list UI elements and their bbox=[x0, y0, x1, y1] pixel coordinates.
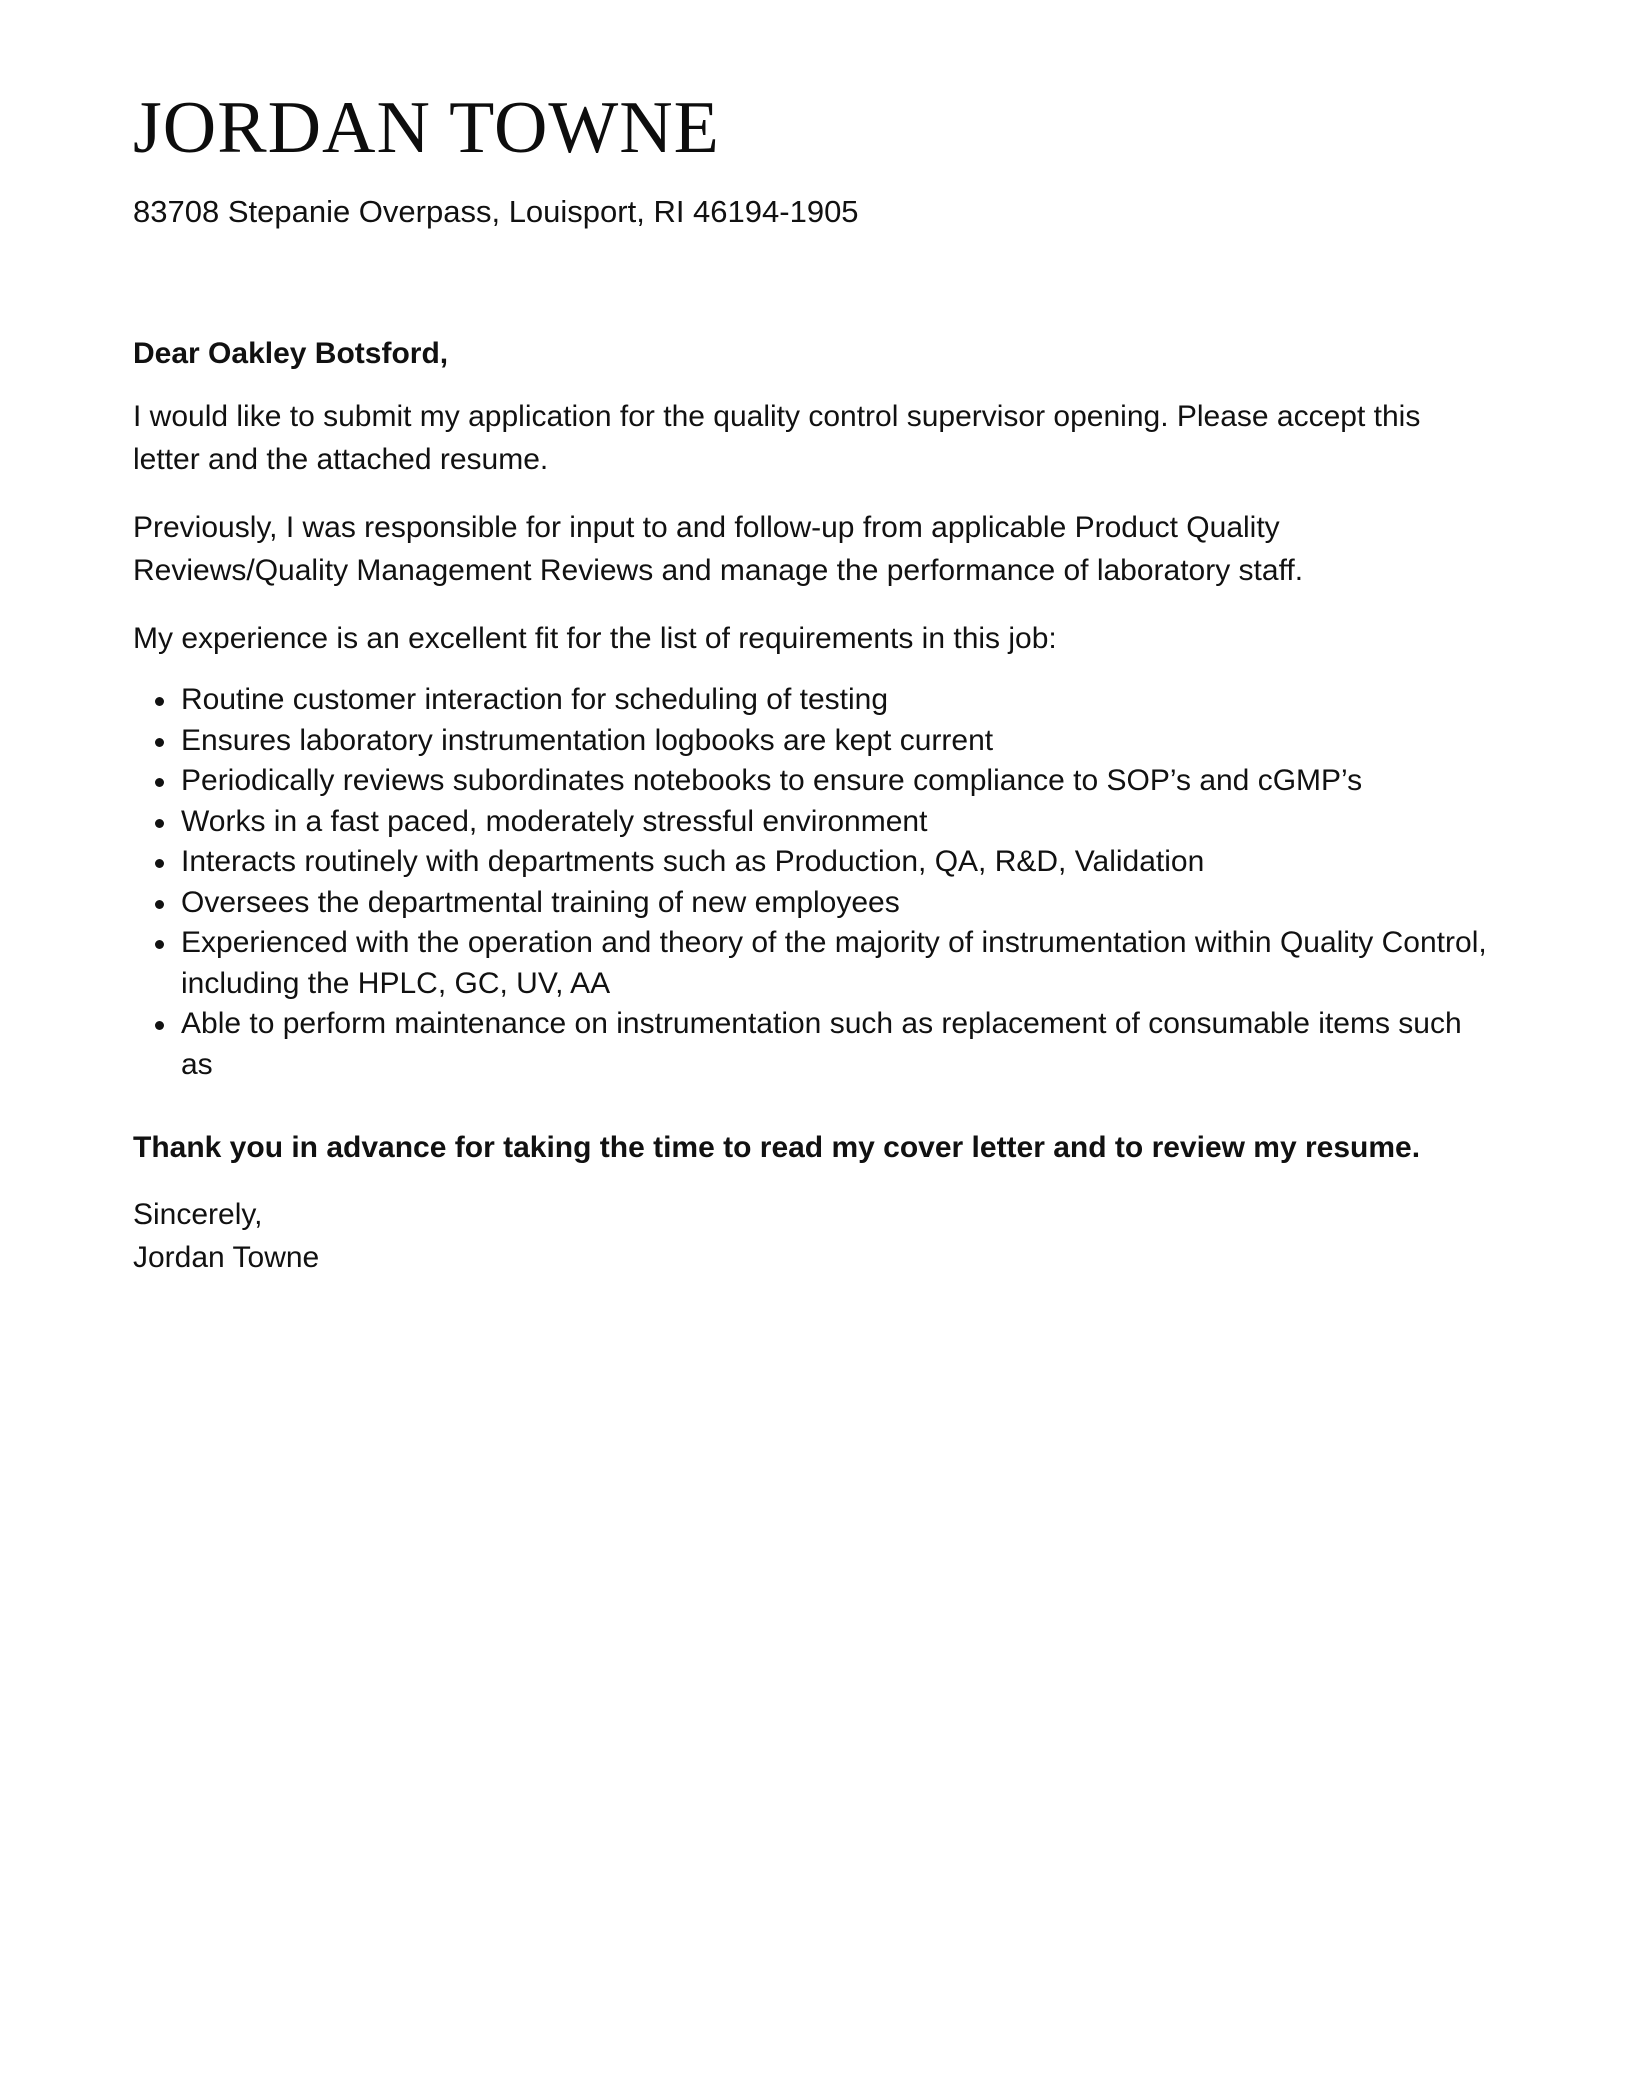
greeting: Dear Oakley Botsford, bbox=[133, 337, 449, 370]
paragraph-requirements-intro: My experience is an excellent fit for the list of requirements in this job: bbox=[133, 622, 1057, 655]
paragraph-intro: I would like to submit my application for the quality control supervisor opening. Please accept this letter and the attached resume. bbox=[133, 400, 1421, 476]
list-item: Routine customer interaction for scheduling of testing bbox=[181, 680, 1493, 721]
list-item: Periodically reviews subordinates notebooks to ensure compliance to SOP’s and cGMP’s bbox=[181, 761, 1493, 802]
signature-name: Jordan Towne bbox=[133, 1241, 320, 1274]
signoff: Sincerely, bbox=[133, 1198, 263, 1231]
list-item: Able to perform maintenance on instrumentation such as replacement of consumable items such as bbox=[181, 1004, 1493, 1085]
applicant-address: 83708 Stepanie Overpass, Louisport, RI 46194-1905 bbox=[133, 194, 859, 229]
list-item: Works in a fast paced, moderately stressful environment bbox=[181, 802, 1493, 843]
requirements-list bbox=[133, 680, 1493, 1085]
letter-body bbox=[133, 332, 1493, 1279]
list-item: Experienced with the operation and theory of the majority of instrumentation within Quality Control, including the HPLC, GC, UV, AA bbox=[181, 923, 1493, 1004]
closing-line: Thank you in advance for taking the time to read my cover letter and to review my resume. bbox=[133, 1131, 1421, 1164]
paragraph-experience: Previously, I was responsible for input to and follow-up from applicable Product Quality Reviews/Quality Management Reviews and manage the performance of laboratory staff. bbox=[133, 511, 1304, 587]
applicant-name: JORDAN TOWNE bbox=[133, 87, 720, 169]
list-item: Oversees the departmental training of new employees bbox=[181, 883, 1493, 924]
list-item: Interacts routinely with departments such as Production, QA, R&D, Validation bbox=[181, 842, 1493, 883]
signoff-block bbox=[133, 1193, 1493, 1279]
list-item: Ensures laboratory instrumentation logbooks are kept current bbox=[181, 721, 1493, 762]
